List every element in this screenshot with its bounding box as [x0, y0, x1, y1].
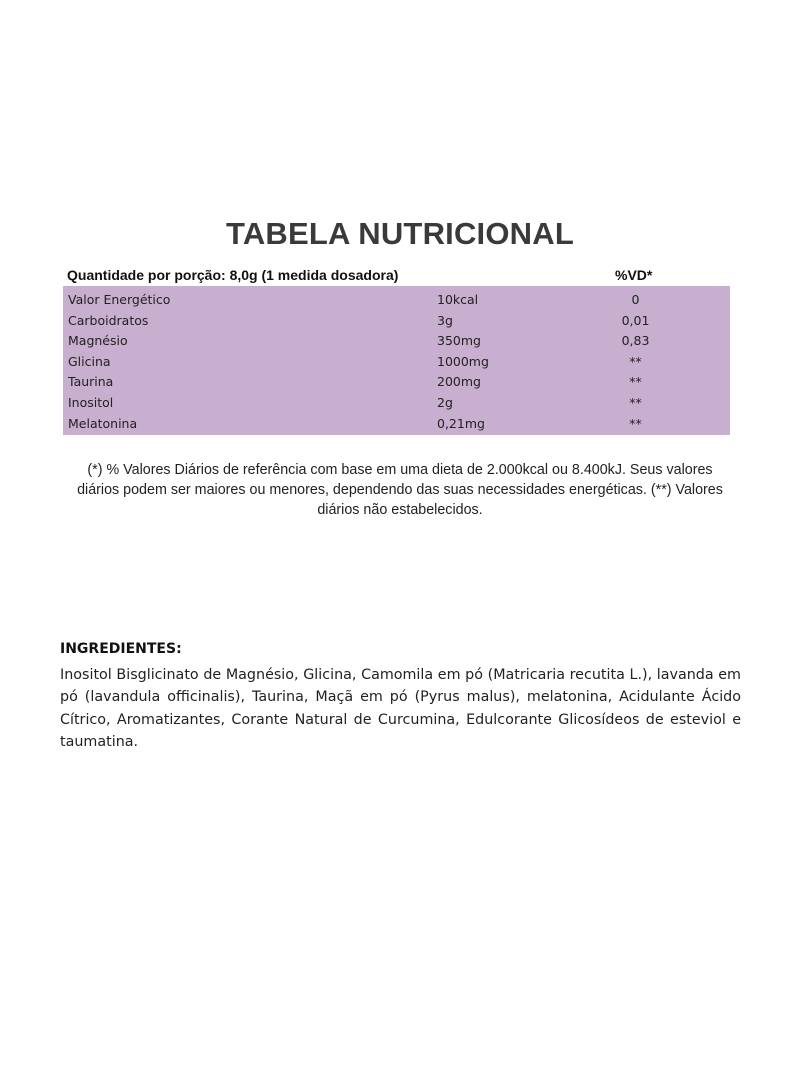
nutrient-name: Glicina: [68, 353, 111, 369]
table-row: [63, 310, 730, 331]
nutrient-amount: 10kcal: [437, 292, 479, 307]
nutrient-daily-value: **: [629, 415, 642, 431]
table-row: [63, 351, 730, 372]
nutrition-table: [63, 263, 730, 435]
nutrient-name: Inositol: [68, 394, 114, 410]
daily-values-footnote: (*) % Valores Diários de referência com base em uma dieta de 2.000kcal ou 8.400kJ. Seus valores diários podem ser maiores ou menores, dependendo das suas necessidades energéticas. (**) Valores diários não estabelecidos.: [77, 462, 723, 518]
nutrient-daily-value: **: [629, 394, 642, 410]
nutrient-name: Valor Energético: [68, 292, 171, 307]
page-title: TABELA NUTRICIONAL: [225, 216, 574, 251]
table-row: [63, 371, 730, 392]
nutrient-amount: 0,21mg: [437, 415, 485, 431]
nutrient-name: Taurina: [68, 374, 114, 390]
portion-header: Quantidade por porção: 8,0g (1 medida dosadora): [67, 267, 399, 283]
table-row: [63, 413, 730, 434]
table-row: [63, 330, 730, 351]
nutrient-daily-value: **: [629, 353, 642, 369]
ingredients-heading: INGREDIENTES:: [60, 641, 182, 657]
nutrient-daily-value: 0,01: [621, 312, 650, 328]
nutrient-amount: 350mg: [437, 333, 481, 349]
nutrition-table-header: [63, 263, 730, 286]
ingredients-list: Inositol Bisglicinato de Magnésio, Glicina, Camomila em pó (Matricaria recutita L.), lavanda em pó (lavandula officinalis), Taurina, Maçã em pó (Pyrus malus), melatonina, Acidulante Ácido Cítrico, Aromatizantes, Corante Natural de Curcumina, Edulcorante Glicosídeos de esteviol e taumatina.: [60, 667, 741, 750]
nutrient-name: Magnésio: [68, 333, 128, 349]
table-row: [63, 392, 730, 413]
nutrient-daily-value: **: [629, 374, 642, 390]
daily-value-header: %VD*: [615, 267, 653, 283]
nutrient-amount: 1000mg: [437, 353, 489, 369]
nutrition-table-body: [63, 286, 730, 435]
nutrient-daily-value: 0: [631, 292, 640, 307]
nutrient-daily-value: 0,83: [621, 333, 650, 349]
nutrient-name: Carboidratos: [68, 312, 149, 328]
nutrient-amount: 3g: [437, 312, 453, 328]
nutrient-name: Melatonina: [68, 415, 138, 431]
nutrient-amount: 2g: [437, 394, 453, 410]
table-row: [63, 289, 730, 310]
nutrient-amount: 200mg: [437, 374, 481, 390]
